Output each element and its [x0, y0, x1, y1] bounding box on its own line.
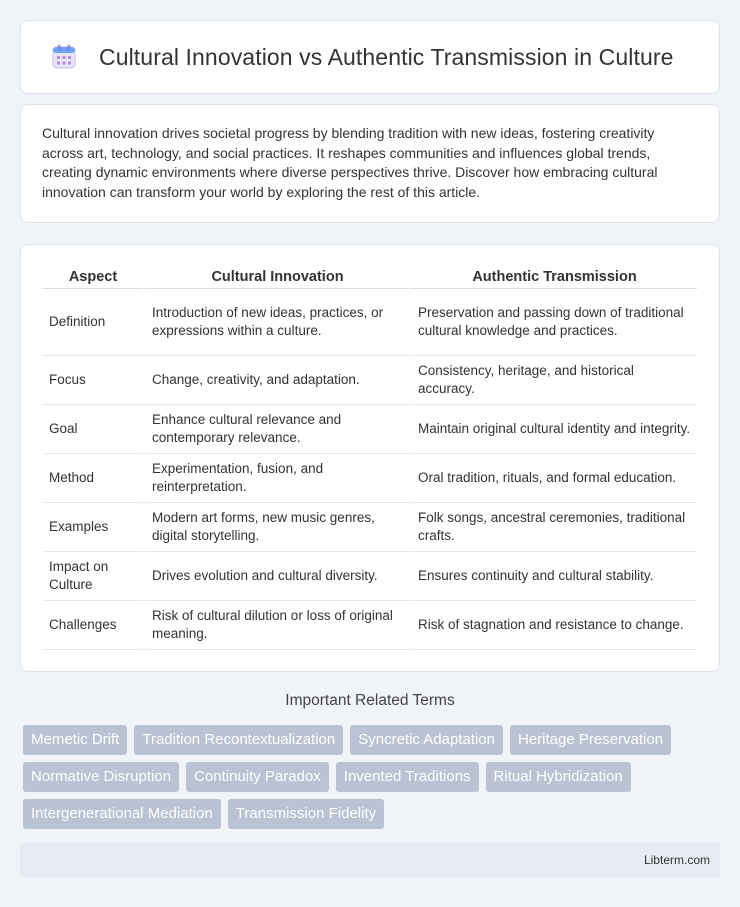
table-row: [43, 552, 697, 601]
cell-aspect: Challenges: [43, 601, 143, 650]
cell-aspect: Method: [43, 454, 143, 503]
column-header-aspect: Aspect: [43, 267, 143, 289]
cell-aspect: Goal: [43, 405, 143, 454]
cell-aspect: Impact on Culture: [43, 552, 143, 601]
intro-card: [20, 104, 720, 223]
related-term-tag[interactable]: Continuity Paradox: [186, 762, 329, 792]
cell-innovation: Enhance cultural relevance and contemporary relevance.: [143, 405, 409, 454]
related-terms-title: Important Related Terms: [285, 692, 455, 709]
related-term-tag[interactable]: Normative Disruption: [23, 762, 179, 792]
related-term-tag[interactable]: Intergenerational Mediation: [23, 799, 221, 829]
cell-aspect: Definition: [43, 289, 143, 356]
header-card: [20, 20, 720, 94]
column-header-transmission: Authentic Transmission: [409, 267, 697, 289]
cell-transmission: Oral tradition, rituals, and formal education.: [409, 454, 697, 503]
cell-innovation: Modern art forms, new music genres, digital storytelling.: [143, 503, 409, 552]
cell-innovation: Change, creativity, and adaptation.: [143, 356, 409, 405]
related-term-tag[interactable]: Tradition Recontextualization: [134, 725, 343, 755]
cell-transmission: Ensures continuity and cultural stability.: [409, 552, 697, 601]
comparison-table-card: [20, 244, 720, 672]
footer: [20, 843, 720, 877]
table-row: [43, 454, 697, 503]
related-terms-list: [23, 725, 723, 836]
cell-transmission: Risk of stagnation and resistance to change.: [409, 601, 697, 650]
calendar-icon: [51, 44, 77, 70]
comparison-table: [43, 267, 697, 650]
related-term-tag[interactable]: Invented Traditions: [336, 762, 479, 792]
related-term-tag[interactable]: Transmission Fidelity: [228, 799, 384, 829]
cell-transmission: Consistency, heritage, and historical accuracy.: [409, 356, 697, 405]
intro-text: Cultural innovation drives societal progress by blending tradition with new ideas, fostering creativity across art, technology, and social practices. It reshapes communities and influences global trends, creating dynamic environments where diverse perspectives thrive. Discover how embracing cultural innovation can transform your world by exploring the rest of this article.: [42, 125, 658, 200]
cell-transmission: Maintain original cultural identity and integrity.: [409, 405, 697, 454]
related-term-tag[interactable]: Syncretic Adaptation: [350, 725, 503, 755]
footer-site-link[interactable]: Libterm.com: [643, 853, 710, 867]
related-term-tag[interactable]: Heritage Preservation: [510, 725, 671, 755]
cell-innovation: Drives evolution and cultural diversity.: [143, 552, 409, 601]
table-row: [43, 356, 697, 405]
column-header-innovation: Cultural Innovation: [143, 267, 409, 289]
table-header-row: [43, 267, 697, 289]
table-row: [43, 601, 697, 650]
page-title: Cultural Innovation vs Authentic Transmission in Culture: [99, 43, 674, 70]
related-term-tag[interactable]: Ritual Hybridization: [486, 762, 631, 792]
cell-aspect: Focus: [43, 356, 143, 405]
cell-transmission: Preservation and passing down of traditional cultural knowledge and practices.: [409, 289, 697, 356]
cell-innovation: Introduction of new ideas, practices, or expressions within a culture.: [143, 289, 409, 356]
cell-innovation: Risk of cultural dilution or loss of original meaning.: [143, 601, 409, 650]
table-row: [43, 405, 697, 454]
cell-transmission: Folk songs, ancestral ceremonies, traditional crafts.: [409, 503, 697, 552]
cell-innovation: Experimentation, fusion, and reinterpretation.: [143, 454, 409, 503]
table-row: [43, 289, 697, 356]
related-term-tag[interactable]: Memetic Drift: [23, 725, 127, 755]
table-row: [43, 503, 697, 552]
cell-aspect: Examples: [43, 503, 143, 552]
